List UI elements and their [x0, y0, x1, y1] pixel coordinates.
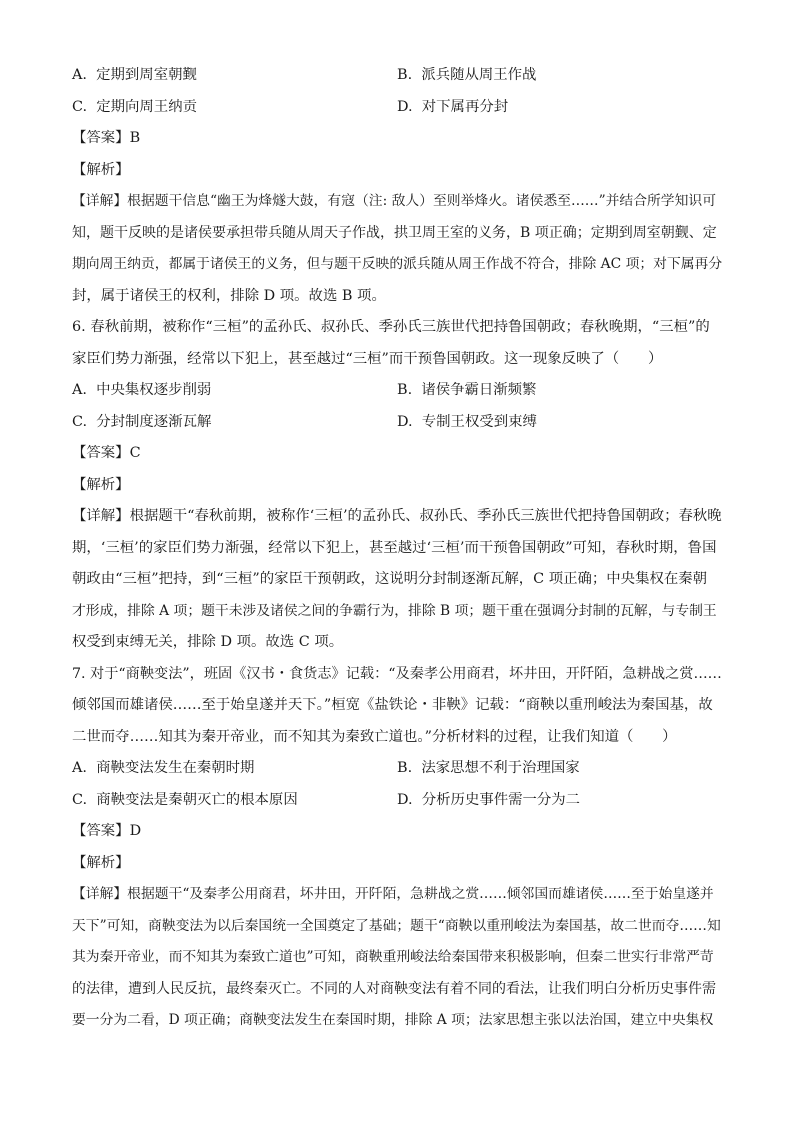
q6-detail-line: 朝政由“三桓”把持，到“三桓”的家臣干预朝政，这说明分封制逐渐瓦解，C 项正确；中央集权在秦朝	[72, 571, 708, 587]
q5-option-b: B. 派兵随从周王作战	[397, 67, 537, 83]
q6-detail-line: 才形成，排除 A 项；题干未涉及诸侯之间的争霸行为，排除 B 项；题干重在强调分封制的瓦解，与专制王	[72, 602, 717, 619]
q7-options-row-2	[72, 785, 722, 817]
q7-option-c: C. 商鞅变法是秦朝灭亡的根本原因	[72, 791, 298, 808]
q5-analysis-title: 【解析】	[72, 161, 130, 178]
q5-option-c: C. 定期向周王纳贡	[72, 98, 197, 115]
q7-detail-line: 要一分为二看，D 项正确；商鞅变法发生在秦国时期，排除 A 项；法家思想主张以法治国，建立中央集权	[72, 1012, 714, 1028]
q6-option-c: C. 分封制度逐渐瓦解	[72, 413, 212, 430]
q5-option-a: A. 定期到周室朝觐	[72, 67, 197, 83]
q5-detail-line: 知，题干反映的是诸侯要承担带兵随从周天子作战，拱卫周王室的义务，B 项正确；定期到周室朝觐、定	[72, 224, 717, 241]
q7-detail	[72, 879, 722, 1037]
q5-detail-line: 期向周王纳贡，都属于诸侯王的义务，但与题干反映的派兵随从周王作战不符合，排除 AC 项；对下属再分	[72, 256, 722, 272]
q6-detail	[72, 501, 722, 659]
q7-detail-line: 天下”可知，商鞅变法为以后秦国统一全国奠定了基础；题干“商鞅以重刑峻法为秦国基，故二世而夺……知	[72, 917, 721, 934]
q5-options-row-1	[72, 60, 722, 92]
q7-option-b: B. 法家思想不利于治理国家	[397, 760, 580, 776]
q5-option-d: D. 对下属再分封	[397, 98, 509, 115]
q5-options-row-2	[72, 92, 722, 124]
q6-options-row-1	[72, 375, 722, 407]
q6-stem	[72, 312, 722, 375]
q7-options-row-1	[72, 753, 722, 785]
q6-option-d: D. 专制王权受到束缚	[397, 413, 537, 430]
q7-stem-line: 二世而夺……知其为秦开帝业，而不知其为秦致亡道也。”分析材料的过程，让我们知道（ ）	[72, 728, 677, 745]
q6-detail-line: 【详解】根据题干“春秋前期，被称作‘三桓’的孟孙氏、叔孙氏、季孙氏三族世代把持鲁国朝政；春秋晚	[72, 508, 722, 524]
q7-option-d: D. 分析历史事件需一分为二	[397, 791, 581, 808]
q7-stem-line: 倾邻国而雄诸侯……至于始皇遂并天下。”桓宽《盐铁论・非鞅》记载：“商鞅以重刑峻法为秦国基，故	[72, 697, 713, 713]
q6-options-row-2	[72, 407, 722, 439]
q7-detail-line: 的法律，遭到人民反抗，最终秦灭亡。不同的人对商鞅变法有着不同的看法，让我们明白分析历史事件需	[72, 980, 716, 997]
q6-stem-line: 6. 春秋前期，被称作“三桓”的孟孙氏、叔孙氏、季孙氏三族世代把持鲁国朝政；春秋晚期，“三桓”的	[72, 319, 710, 335]
q5-answer: 【答案】B	[72, 130, 141, 146]
q6-analysis-title: 【解析】	[72, 476, 130, 493]
q6-detail-line: 期，‘三桓’的家臣们势力渐强，经常以下犯上，甚至越过‘三桓’而干预鲁国朝政”可知，春秋时期，鲁国	[72, 539, 717, 556]
q7-detail-line: 其为秦开帝业，而不知其为秦致亡道也”可知，商鞅重刑峻法给秦国带来积极影响，但秦二世实行非常严苛	[72, 949, 714, 965]
q6-answer: 【答案】C	[72, 445, 141, 461]
q7-stem	[72, 659, 722, 754]
q5-detail-line: 封，属于诸侯王的权利，排除 D 项。故选 B 项。	[72, 287, 386, 304]
q7-answer: 【答案】D	[72, 823, 142, 839]
q7-detail-line: 【详解】根据题干“及秦孝公用商君，坏井田，开阡陌，急耕战之赏……倾邻国而雄诸侯……至于始皇遂并	[72, 886, 714, 902]
q6-option-b: B. 诸侯争霸日渐频繁	[397, 382, 537, 398]
page-content	[72, 60, 722, 1037]
q5-detail-line: 【详解】根据题干信息“幽王为烽燧大鼓，有寇（注: 敌人）至则举烽火。诸侯悉至……”并结合所学知识可	[72, 193, 716, 209]
q6-detail-line: 权受到束缚无关，排除 D 项。故选 C 项。	[72, 634, 344, 650]
q7-analysis-title: 【解析】	[72, 854, 130, 871]
q5-detail	[72, 186, 722, 312]
q6-stem-line: 家臣们势力渐强，经常以下犯上，甚至越过“三桓”而干预鲁国朝政。这一现象反映了（ ）	[72, 350, 663, 367]
q6-option-a: A. 中央集权逐步削弱	[72, 382, 212, 398]
q7-stem-line: 7. 对于“商鞅变法”，班固《汉书・食货志》记载：“及秦孝公用商君，坏井田，开阡陌，急耕战之赏……	[72, 665, 722, 682]
q7-option-a: A. 商鞅变法发生在秦朝时期	[72, 760, 255, 776]
